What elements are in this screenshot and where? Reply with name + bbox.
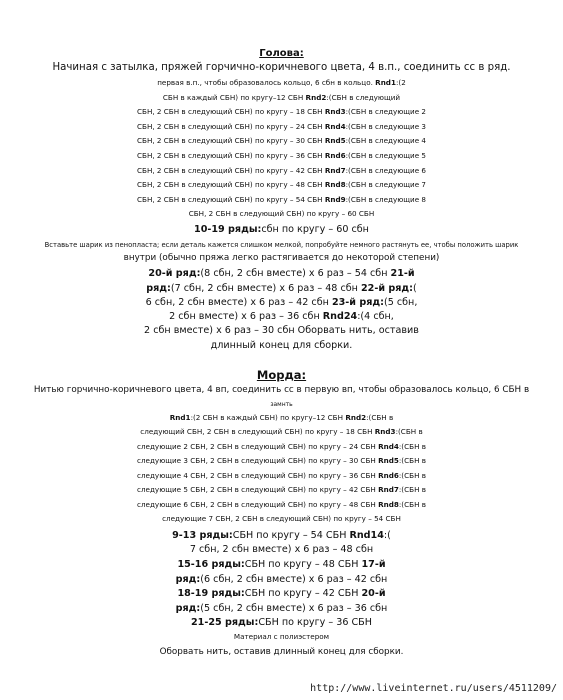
muzzle-rnd5-line <box>0 472 563 481</box>
text: следующие 6 СБН, 2 СБН в следующий СБН) по кругу – 48 СБН <box>137 500 379 509</box>
round-label: 15-16 ряды: <box>177 559 245 570</box>
text: СБН в каждый СБН) по кругу–12 СБН <box>162 93 306 102</box>
text: :(СБН в <box>398 456 426 465</box>
text: :(СБН в <box>398 442 426 451</box>
text: :(СБН в следующие 3 <box>345 122 426 131</box>
text: (8 сбн, 2 сбн вместе) х 6 раз – 54 сбн <box>200 268 391 279</box>
text: :(2 СБН в каждый СБН) по кругу–12 СБН <box>190 413 346 422</box>
round-label: Rnd2 <box>305 93 327 102</box>
text: (5 сбн, 2 сбн вместе) х 6 раз – 36 сбн <box>200 603 388 614</box>
round-label: Rnd24 <box>322 311 358 322</box>
head-row-24: 2 сбн вместе) х 6 раз – 30 сбн Оборвать нить, оставив <box>144 325 419 336</box>
text: СБН по кругу – 42 СБН <box>244 588 362 599</box>
muzzle-intro: Нитью горчично-коричневого цвета, 4 вп, соединить сс в первую вп, чтобы образовалось кольцо, 6 СБН в <box>33 385 530 395</box>
text: :( <box>383 530 391 541</box>
head-rnd3-line <box>0 108 563 117</box>
text: :(СБН в <box>398 500 426 509</box>
text: СБН по кругу – 36 СБН <box>258 617 372 628</box>
muzzle-finish: Оборвать нить, оставив длинный конец для сборки. <box>159 647 404 657</box>
head-finish: длинный конец для сборки. <box>210 340 353 351</box>
head-rnd6-line <box>0 152 563 161</box>
text: следующие 5 СБН, 2 СБН в следующий СБН) по кругу – 42 СБН <box>137 485 379 494</box>
text: :(СБН в следующие 8 <box>345 195 426 204</box>
text: :(СБН в <box>398 485 426 494</box>
text: СБН, 2 СБН в следующий СБН) по кругу – 54 СБН <box>137 195 325 204</box>
head-section-title: Голова: <box>259 48 304 59</box>
muzzle-rnd1-line <box>0 414 563 423</box>
head-rnd9-end-line: СБН, 2 СБН в следующий СБН) по кругу – 60 СБН <box>188 209 375 218</box>
text: следующие 3 СБН, 2 СБН в следующий СБН) по кругу – 30 СБН <box>137 456 379 465</box>
round-label: Rnd1 <box>375 78 396 87</box>
text: сбн по кругу – 60 сбн <box>261 224 369 235</box>
round-label: 23-й ряд: <box>331 297 384 308</box>
muzzle-row-20 <box>0 603 563 615</box>
muzzle-material: Материал с полиэстером <box>233 632 330 641</box>
round-label: 20-й <box>361 588 386 599</box>
text: СБН по кругу – 54 СБН <box>232 530 350 541</box>
round-label: Rnd7 <box>324 166 346 175</box>
text: СБН, 2 СБН в следующий СБН) по кругу – 24 СБН <box>137 122 325 131</box>
watermark-url: http://www.liveinternet.ru/users/4511209/ <box>310 683 557 694</box>
round-label: Rnd3 <box>324 107 346 116</box>
round-label: 17-й <box>361 559 386 570</box>
text: следующие 2 СБН, 2 СБН в следующий СБН) по кругу – 24 СБН <box>137 442 379 451</box>
round-label: Rnd14 <box>349 530 384 541</box>
text: ( <box>413 283 417 294</box>
muzzle-rnd8-line: следующие 7 СБН, 2 СБН в следующий СБН) по кругу – 54 СБН <box>162 514 401 523</box>
text: (5 сбн, <box>383 297 418 308</box>
muzzle-rnd3-line <box>0 443 563 452</box>
head-rnd9-line <box>0 196 563 205</box>
text: :(2 <box>395 78 406 87</box>
text: (6 сбн, 2 сбн вместе) х 6 раз – 42 сбн <box>200 574 388 585</box>
head-row-21 <box>0 283 563 295</box>
text: СБН, 2 СБН в следующий СБН) по кругу – 36 СБН <box>137 151 325 160</box>
muzzle-row-14: 7 сбн, 2 сбн вместе) х 6 раз – 48 сбн <box>189 544 374 555</box>
round-label: Rnd2 <box>345 413 367 422</box>
muzzle-rnd4-line <box>0 457 563 466</box>
round-label: Rnd6 <box>378 471 399 480</box>
round-label: 21-25 ряды: <box>191 617 259 628</box>
head-row-20 <box>0 268 563 280</box>
round-label: Rnd5 <box>378 456 399 465</box>
text: :(СБН в следующий <box>326 93 401 102</box>
text: первая в.п., чтобы образовалось кольцо, 6 сбн в кольцо. <box>157 78 376 87</box>
head-intro: Начиная с затылка, пряжей горчично-коричневого цвета, 4 в.п., соединить сс в ряд. <box>52 62 511 73</box>
head-rnd7-line <box>0 167 563 176</box>
text: 6 сбн, 2 сбн вместе) х 6 раз – 42 сбн <box>145 297 332 308</box>
muzzle-section-title: Морда: <box>256 368 307 382</box>
muzzle-row-17 <box>0 574 563 586</box>
round-label: Rnd9 <box>324 195 346 204</box>
muzzle-rnd7-line <box>0 501 563 510</box>
muzzle-rows-15-16 <box>0 559 563 571</box>
muzzle-rows-18-19 <box>0 588 563 600</box>
round-label: Rnd1 <box>169 413 191 422</box>
text: :(СБН в следующие 7 <box>345 180 426 189</box>
text: :(СБН в следующие 2 <box>345 107 426 116</box>
text: следующие 4 СБН, 2 СБН в следующий СБН) по кругу – 36 СБН <box>137 471 379 480</box>
round-label: 22-й ряд: <box>360 283 413 294</box>
text: :(СБН в <box>395 427 423 436</box>
text: следующий СБН, 2 СБН в следующий СБН) по кругу – 18 СБН <box>140 427 375 436</box>
round-label: Rnd4 <box>378 442 399 451</box>
round-label: Rnd3 <box>374 427 396 436</box>
head-rnd2-line <box>0 94 563 103</box>
muzzle-rows-9-13 <box>0 530 563 542</box>
text: :(СБН в следующие 5 <box>345 151 426 160</box>
muzzle-rows-21-25 <box>0 617 563 629</box>
round-label: 18-19 ряды: <box>177 588 245 599</box>
text: :(СБН в <box>398 471 426 480</box>
head-rnd1-line <box>0 79 563 88</box>
muzzle-rnd2-line <box>0 428 563 437</box>
round-label: Rnd6 <box>324 151 346 160</box>
muzzle-intro-2: замнть <box>270 401 293 408</box>
round-label: 20-й ряд: <box>148 268 201 279</box>
round-label: Rnd5 <box>324 136 346 145</box>
text: СБН, 2 СБН в следующий СБН) по кругу – 42 СБН <box>137 166 325 175</box>
head-rnd4-line <box>0 123 563 132</box>
head-row-22 <box>0 297 563 309</box>
head-row-23 <box>0 311 563 323</box>
round-label: ряд: <box>175 603 201 614</box>
text: :(СБН в следующие 6 <box>345 166 426 175</box>
round-label: Rnd7 <box>378 485 399 494</box>
text: :(4 сбн, <box>357 311 394 322</box>
text: СБН по кругу – 48 СБН <box>244 559 362 570</box>
round-label: 10-19 ряды: <box>194 224 262 235</box>
round-label: Rnd8 <box>378 500 399 509</box>
round-label: 9-13 ряды: <box>172 530 233 541</box>
head-rnd5-line <box>0 137 563 146</box>
muzzle-rnd6-line <box>0 486 563 495</box>
round-label: Rnd8 <box>324 180 346 189</box>
text: 2 сбн вместе) х 6 раз – 36 сбн <box>169 311 323 322</box>
head-note: Вставьте шарик из пенопласта; если деталь кажется слишком мелкой, попробуйте немного растянуть ее, чтобы положить шарик <box>44 241 519 249</box>
round-label: Rnd4 <box>324 122 346 131</box>
text: СБН, 2 СБН в следующий СБН) по кругу – 48 СБН <box>137 180 325 189</box>
text: :(СБН в следующие 4 <box>345 136 426 145</box>
head-rnd8-line <box>0 181 563 190</box>
text: СБН, 2 СБН в следующий СБН) по кругу – 18 СБН <box>137 107 325 116</box>
text: :(СБН в <box>366 413 394 422</box>
round-label: ряд: <box>146 283 171 294</box>
round-label: 21-й <box>390 268 415 279</box>
text: СБН, 2 СБН в следующий СБН) по кругу – 30 СБН <box>137 136 325 145</box>
text: (7 сбн, 2 сбн вместе) х 6 раз – 48 сбн <box>170 283 361 294</box>
head-rows-10-19 <box>0 224 563 236</box>
round-label: ряд: <box>175 574 201 585</box>
head-note-2: внутри (обычно пряжа легко растягивается до некоторой степени) <box>123 253 440 263</box>
